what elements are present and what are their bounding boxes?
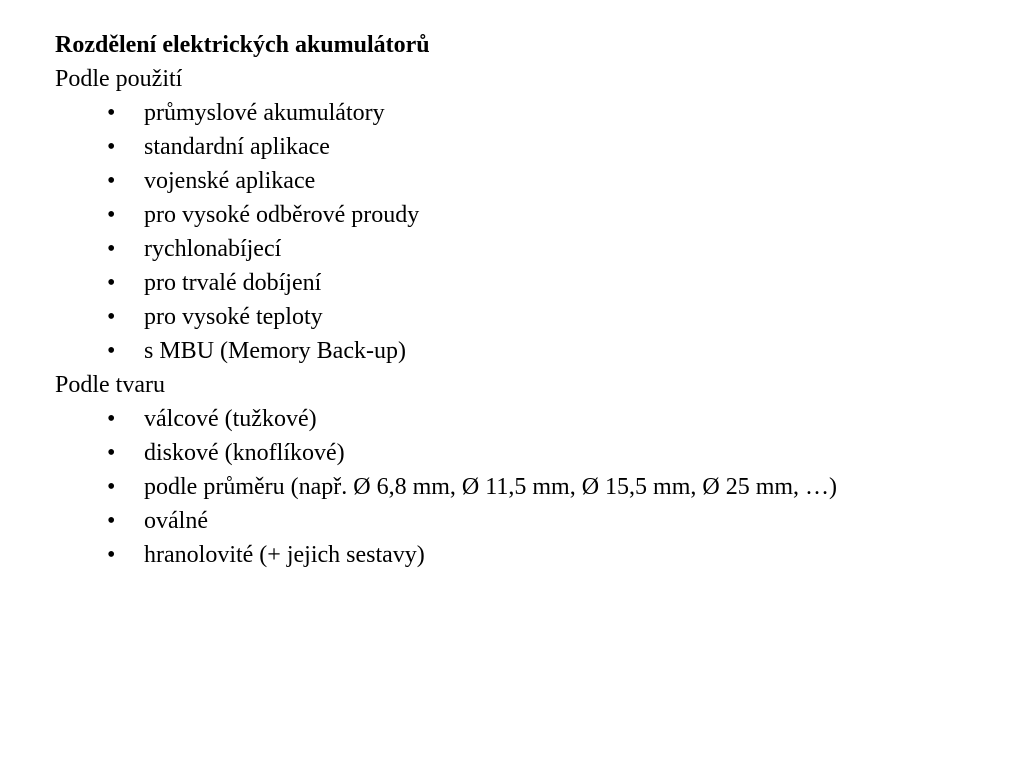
bullet-icon: •	[107, 474, 116, 500]
slide-content	[55, 28, 995, 572]
list-item-text: vojenské aplikace	[144, 168, 316, 194]
list-item	[55, 504, 995, 538]
list-item-text: s MBU (Memory Back-up)	[144, 338, 406, 364]
slide-title: Rozdělení elektrických akumulátorů	[55, 32, 430, 58]
bullet-icon: •	[107, 236, 116, 262]
bullet-icon: •	[107, 202, 116, 228]
section-heading-usage: Podle použití	[55, 66, 183, 92]
list-item	[55, 300, 995, 334]
bullet-icon: •	[107, 508, 116, 534]
list-item	[55, 198, 995, 232]
usage-list	[55, 96, 995, 368]
list-item	[55, 538, 995, 572]
list-item-text: pro trvalé dobíjení	[144, 270, 322, 296]
list-item-text: diskové (knoflíkové)	[144, 440, 345, 466]
list-item-text: průmyslové akumulátory	[144, 100, 385, 126]
bullet-icon: •	[107, 168, 116, 194]
list-item-text: standardní aplikace	[144, 134, 330, 160]
shape-list	[55, 402, 995, 572]
list-item	[55, 130, 995, 164]
list-item	[55, 402, 995, 436]
bullet-icon: •	[107, 134, 116, 160]
bullet-icon: •	[107, 406, 116, 432]
list-item-text: pro vysoké teploty	[144, 304, 323, 330]
bullet-icon: •	[107, 338, 116, 364]
bullet-icon: •	[107, 270, 116, 296]
bullet-icon: •	[107, 304, 116, 330]
list-item	[55, 436, 995, 470]
list-item	[55, 96, 995, 130]
list-item-text: oválné	[144, 508, 208, 534]
list-item	[55, 266, 995, 300]
list-item	[55, 232, 995, 266]
list-item-text: rychlonabíjecí	[144, 236, 282, 262]
bullet-icon: •	[107, 542, 116, 568]
list-item	[55, 164, 995, 198]
list-item-text: pro vysoké odběrové proudy	[144, 202, 420, 228]
list-item-text: válcové (tužkové)	[144, 406, 317, 432]
list-item-text: hranolovité (+ jejich sestavy)	[144, 542, 425, 568]
bullet-icon: •	[107, 440, 116, 466]
section-heading-shape: Podle tvaru	[55, 372, 165, 398]
bullet-icon: •	[107, 100, 116, 126]
list-item	[55, 334, 995, 368]
list-item-text: podle průměru (např. Ø 6,8 mm, Ø 11,5 mm, Ø 15,5 mm, Ø 25 mm, …)	[144, 474, 838, 500]
list-item	[55, 470, 995, 504]
